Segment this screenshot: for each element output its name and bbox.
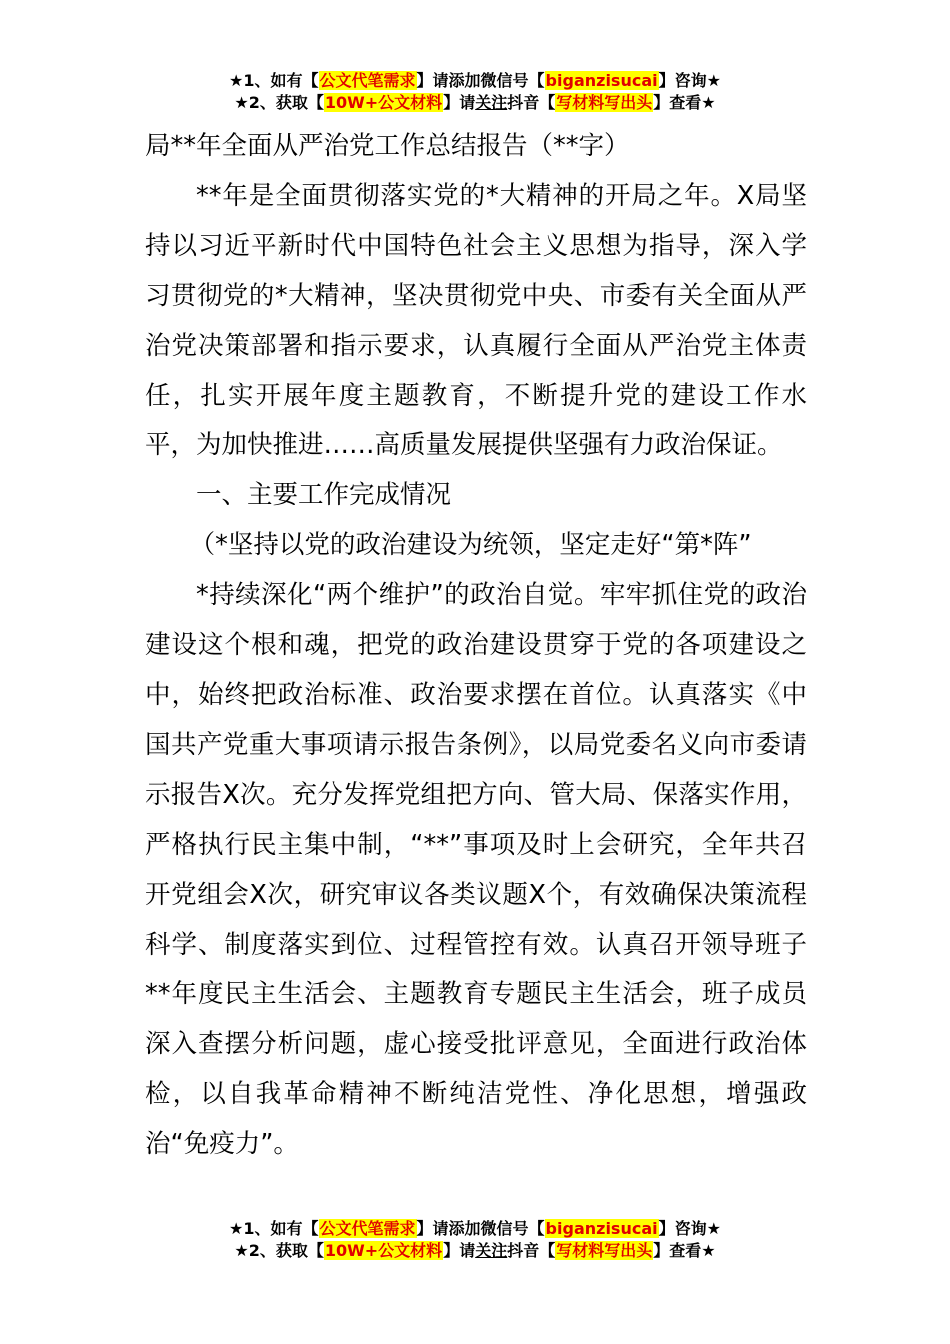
banner-underlined-text: 关注 bbox=[475, 1241, 508, 1260]
banner-text: 】咨询★ bbox=[658, 71, 721, 90]
document-title: 局**年全面从严治党工作总结报告（**字） bbox=[145, 131, 630, 161]
banner-highlight: 公文代笔需求 bbox=[319, 71, 416, 90]
banner-text: 】查看★ bbox=[653, 1241, 716, 1260]
banner-text: 抖音【 bbox=[507, 1241, 556, 1260]
banner-text: 】咨询★ bbox=[658, 1219, 721, 1238]
banner-line-1 bbox=[0, 70, 950, 92]
banner-highlight: 10W+公文材料 bbox=[324, 1241, 443, 1260]
document-body bbox=[145, 122, 807, 1170]
banner-highlight: 10W+公文材料 bbox=[324, 93, 443, 112]
banner-text: ★1、如有【 bbox=[229, 1219, 319, 1238]
banner-highlight: 写材料写出头 bbox=[556, 1241, 653, 1260]
banner-underlined-text: 关注 bbox=[475, 93, 508, 112]
banner-text: 】请添加微信号【 bbox=[416, 71, 545, 90]
banner-text: 】请 bbox=[443, 93, 476, 112]
banner-text: 】请添加微信号【 bbox=[416, 1219, 545, 1238]
banner-text: ★1、如有【 bbox=[229, 71, 319, 90]
footer-banner bbox=[0, 1218, 950, 1262]
body-paragraph: *持续深化“两个维护”的政治自觉。牢牢抓住党的政治建设这个根和魂，把党的政治建设贯穿于党的各项建设之中，始终把政治标准、政治要求摆在首位。认真落实《中国共产党重大事项请示报告条例》，以局党委名义向市委请示报告X次。充分发挥党组把方向、管大局、保落实作用，严格执行民主集中制，“**”事项及时上会研究，全年共召开党组会X次，研究审议各类议题X个，有效确保决策流程科学、制度落实到位、过程管控有效。认真召开领导班子**年度民主生活会、主题教育专题民主生活会，班子成员深入查摆分析问题，虚心接受批评意见，全面进行政治体检，以自我革命精神不断纯洁党性、净化思想，增强政治“免疫力”。 bbox=[145, 580, 807, 1160]
intro-paragraph: **年是全面贯彻落实党的*大精神的开局之年。X局坚持以习近平新时代中国特色社会主义思想为指导，深入学习贯彻党的*大精神，坚决贯彻党中央、市委有关全面从严治党决策部署和指示要求，认真履行全面从严治党主体责任，扎实开展年度主题教育，不断提升党的建设工作水平，为加快推进……高质量发展提供坚强有力政治保证。 bbox=[145, 180, 807, 461]
banner-highlight: 写材料写出头 bbox=[556, 93, 653, 112]
banner-text: 抖音【 bbox=[507, 93, 556, 112]
header-banner bbox=[0, 70, 950, 114]
section-heading: 一、主要工作完成情况 bbox=[196, 480, 452, 511]
banner-text: 】查看★ bbox=[653, 93, 716, 112]
banner-text: ★2、获取【 bbox=[234, 1241, 324, 1260]
banner-line-2 bbox=[0, 92, 950, 114]
banner-highlight: biganzisucai bbox=[545, 1219, 658, 1238]
banner-highlight: 公文代笔需求 bbox=[319, 1219, 416, 1238]
banner-line-2 bbox=[0, 1240, 950, 1262]
subsection-heading: （*坚持以党的政治建设为统领，坚定走好“第*阵” bbox=[189, 530, 752, 561]
banner-text: ★2、获取【 bbox=[234, 93, 324, 112]
banner-text: 】请 bbox=[443, 1241, 476, 1260]
banner-line-1 bbox=[0, 1218, 950, 1240]
banner-highlight: biganzisucai bbox=[545, 71, 658, 90]
